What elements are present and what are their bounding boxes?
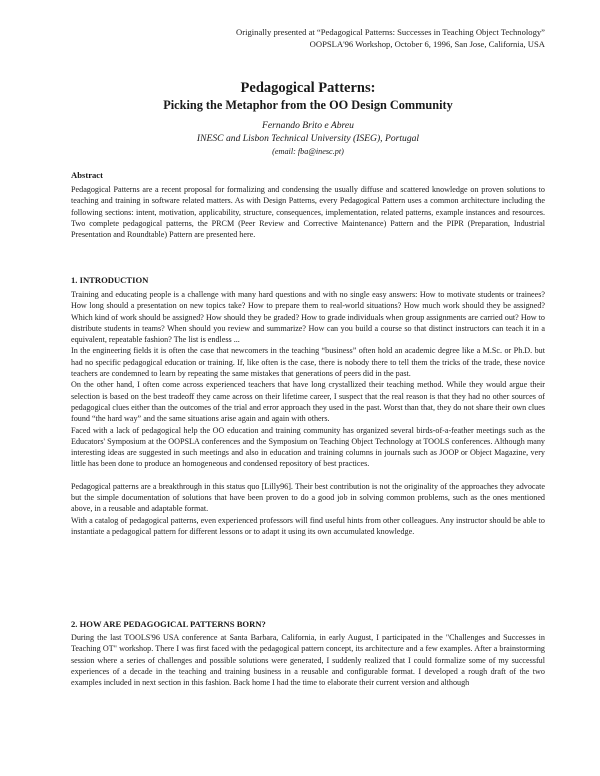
section-2-heading: 2. HOW ARE PEDAGOGICAL PATTERNS BORN? bbox=[71, 619, 266, 629]
header-line-1: Originally presented at “Pedagogical Patterns: Successes in Teaching Object Technology” bbox=[236, 27, 545, 37]
paragraph: During the last TOOLS'96 USA conference at Santa Barbara, California, in early August, I participated in the "Challenges and Successes in Teaching OT" workshop. There I was first faced with the pedagogical pattern concept, its architecture and a few examples. After a brainstorming session where a series of challenges and possible solutions were generated, I suddenly realized that I could formalize some of my successful experiences of a decade in the teaching and training business in a reusable and configurable format. I developed a rough draft of the two examples included in next section in this fashion. Back home I had the time to elaborate their current version and although bbox=[71, 633, 545, 688]
header-line-2: OOPSLA'96 Workshop, October 6, 1996, San Jose, California, USA bbox=[309, 39, 545, 49]
paragraph: Pedagogical patterns are a breakthrough in this status quo [Lilly96]. Their best contribution is not the originality of the approaches they advocate but the simple documentation of solutions that have been proven to do a good job in solving common problems, such as the ones mentioned above, in a reusable and adaptable format. bbox=[71, 481, 545, 514]
paragraph: Faced with a lack of pedagogical help the OO education and training community has organized several birds-of-a-feather meetings such as the Educators' Symposium at the OOPSLA conferences and the Symposium on Teaching Object Technology at TOOLS conferences. Although many interesting ideas are suggested in such meetings and also in education and training columns in journals such as JOOP or Object Magazine, very little has been done to produce an homogeneous and condensed repository of best practices. bbox=[71, 425, 545, 469]
title-block bbox=[71, 80, 545, 113]
section-2 bbox=[71, 618, 545, 688]
paragraph: In the engineering fields it is often the case that newcomers in the teaching “business” often hold an academic degree like a M.Sc. or Ph.D. but had no specific pedagogical education or training. If, like often is the case, there is nobody there to tell them the tricks of the trade, these novice teachers are condemned to learn by repeating the same mistakes that generations of peers did in the past. bbox=[71, 346, 545, 379]
paper-title: Pedagogical Patterns: bbox=[240, 80, 376, 96]
paragraph: With a catalog of pedagogical patterns, even experienced professors will find useful hints from other colleagues. Any instructor should be able to instantiate a pedagogical pattern for different lessons or to adapt it using its own accumulated knowledge. bbox=[71, 515, 545, 536]
abstract-section bbox=[71, 169, 545, 240]
conference-header bbox=[236, 26, 545, 50]
abstract-text: Pedagogical Patterns are a recent proposal for formalizing and condensing the usually diffuse and scattered knowledge on proven solutions to teaching and training in software related matters. As with Design Patterns, every Pedagogical Pattern uses a common architecture including the following sections: intent, motivation, applicability, structure, consequences, implementation, related patterns, example instances and resources. Two complete pedagogical patterns, the PRCM (Peer Review and Corrective Maintenance) Pattern and the PIPR (Preparation, Industrial Presentation and Roundtable) Pattern are presented here. bbox=[71, 185, 545, 240]
paragraph: Training and educating people is a challenge with many hard questions and with no single easy answers: How to motivate students or trainees? How long should a presentation on new topics take? How to prepare them to real-world situations? How much work should they be assigned? Which kind of work should be assigned? How should they be graded? How to grade individuals when group assignments are carried out? How to distribute students in teams? When should you review and summarize? How can you build a course so that distinct instructors can teach it in a equivalent, repeatable fashion? The list is endless ... bbox=[71, 290, 545, 345]
introduction-section bbox=[71, 274, 545, 537]
author-affiliation: INESC and Lisbon Technical University (ISEG), Portugal bbox=[196, 133, 420, 144]
paper-subtitle: Picking the Metaphor from the OO Design Community bbox=[163, 98, 453, 112]
author-block bbox=[71, 119, 545, 158]
abstract-heading: Abstract bbox=[71, 170, 103, 180]
introduction-heading: 1. INTRODUCTION bbox=[71, 275, 149, 285]
paragraph: On the other hand, I often come across experienced teachers that have long crystallized their teaching method. While they would argue their selection is based on the best tradeoff they came across on their lifetime career, I suspect that the real reason is that they had no other sources of pedagogical clues either than the outcomes of the trial and error approach they used in the past. Worst than that, they do not share their own clues found “the hard way” and the same situations arise again and again with others. bbox=[71, 380, 545, 424]
author-email: (email: fba@inesc.pt) bbox=[272, 147, 344, 156]
author-name: Fernando Brito e Abreu bbox=[262, 120, 354, 131]
